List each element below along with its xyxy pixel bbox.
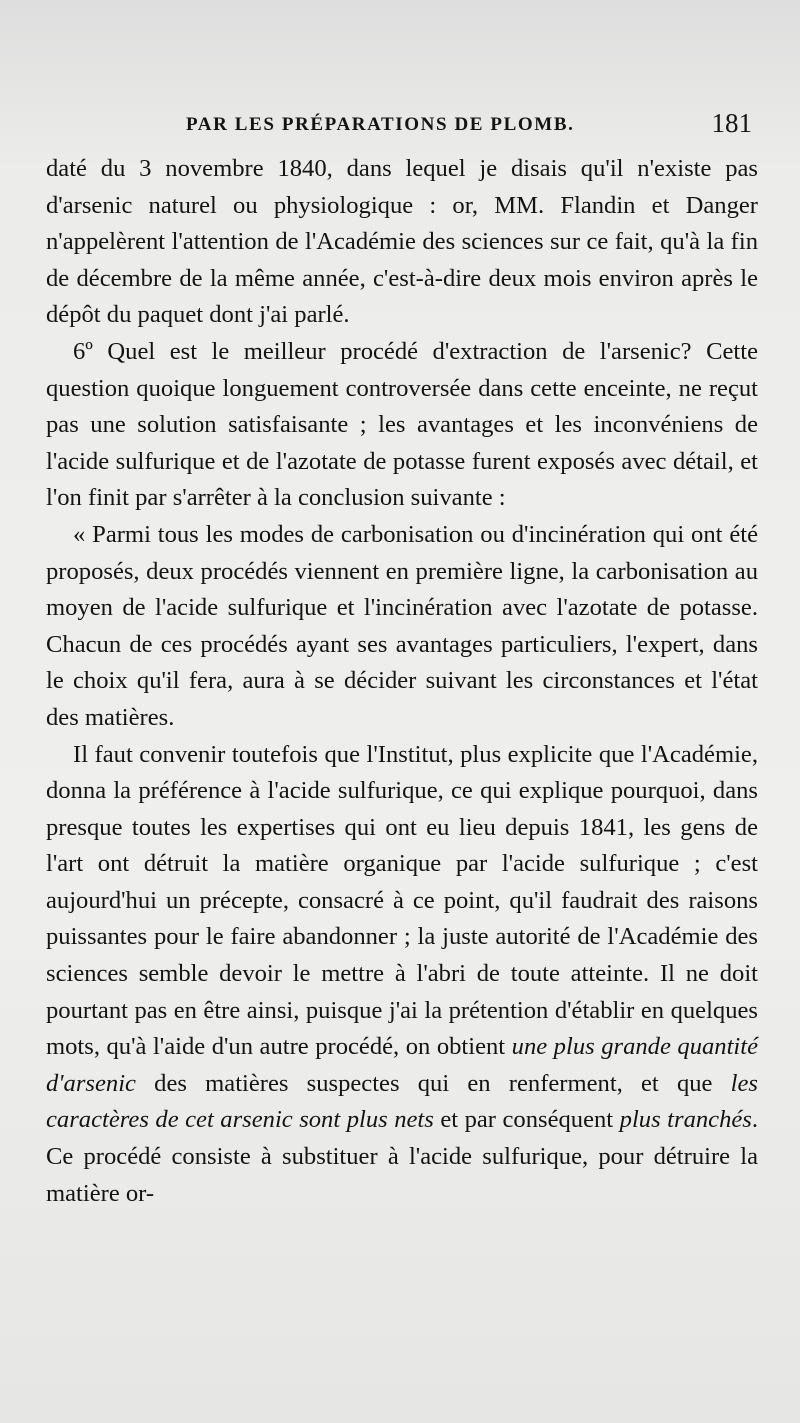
text-segment: 6º Quel est le meilleur procédé d'extraction de l'arsenic? Cette question quoique longuement controversée dans cette enceinte, ne reçut pas une solution satisfaisante ; les avantages et les inconvéniens de l'acide sulfurique et de l'azotate de potasse furent exposés avec détail, et l'on finit par s'arrêter à la conclusion suivante :	[46, 337, 758, 512]
text-segment: . Ce procédé consiste à substituer à l'acide sulfurique, pour détruire la matière or-	[46, 1106, 759, 1207]
text-segment: daté du 3 novembre 1840, dans lequel je disais qu'il n'existe pas d'arsenic naturel ou physiologique : or, MM. Flandin et Danger n'appelèrent l'attention de l'Académie des sciences sur ce fait, qu'à la fin de décembre de la même année, c'est-à-dire deux mois environ après le dépôt du paquet dont j'ai parlé.	[46, 155, 758, 329]
text-segment: et par conséquent	[433, 1106, 620, 1134]
italic-text-segment: une plus grande quantité d'arsenic	[46, 1033, 758, 1097]
italic-text-segment: plus tranchés	[619, 1106, 752, 1134]
page-header	[46, 108, 758, 144]
paragraph	[46, 334, 758, 517]
italic-text-segment: les caractères de cet arsenic sont plus nets	[46, 1069, 758, 1134]
paragraph	[46, 737, 758, 1213]
page-number: 181	[711, 108, 752, 138]
text-segment: « Parmi tous les modes de carbonisation ou d'incinération qui ont été proposés, deux procédés viennent en première ligne, la carbonisation au moyen de l'acide sulfurique et l'incinération avec l'azotate de potasse. Chacun de ces procédés ayant ses avantages particuliers, l'expert, dans le choix qu'il fera, aura à se décider suivant les circonstances et l'état des matières.	[46, 520, 758, 731]
body-text	[46, 151, 758, 1212]
paragraph	[46, 517, 758, 737]
running-head: PAR LES PRÉPARATIONS DE PLOMB.	[186, 114, 575, 135]
text-segment: des matières suspectes qui en renferment, et que	[135, 1069, 731, 1097]
text-segment: Il faut convenir toutefois que l'Institut, plus explicite que l'Académie, donna la préférence à l'acide sulfurique, ce qui explique pourquoi, dans presque toutes les expertises qui ont eu lieu depuis 1841, les gens de l'art ont détruit la matière organique par l'acide sulfurique ; c'est aujourd'hui un précepte, consacré à ce point, qu'il faudrait des raisons puissantes pour le faire abandonner ; la juste autorité de l'Académie des sciences semble devoir le mettre à l'abri de toute atteinte. Il ne doit pourtant pas en être ainsi, puisque j'ai la prétention d'établir en quelques mots, qu'à l'aide d'un autre procédé, on obtient	[46, 740, 758, 1061]
paragraph	[46, 151, 758, 334]
